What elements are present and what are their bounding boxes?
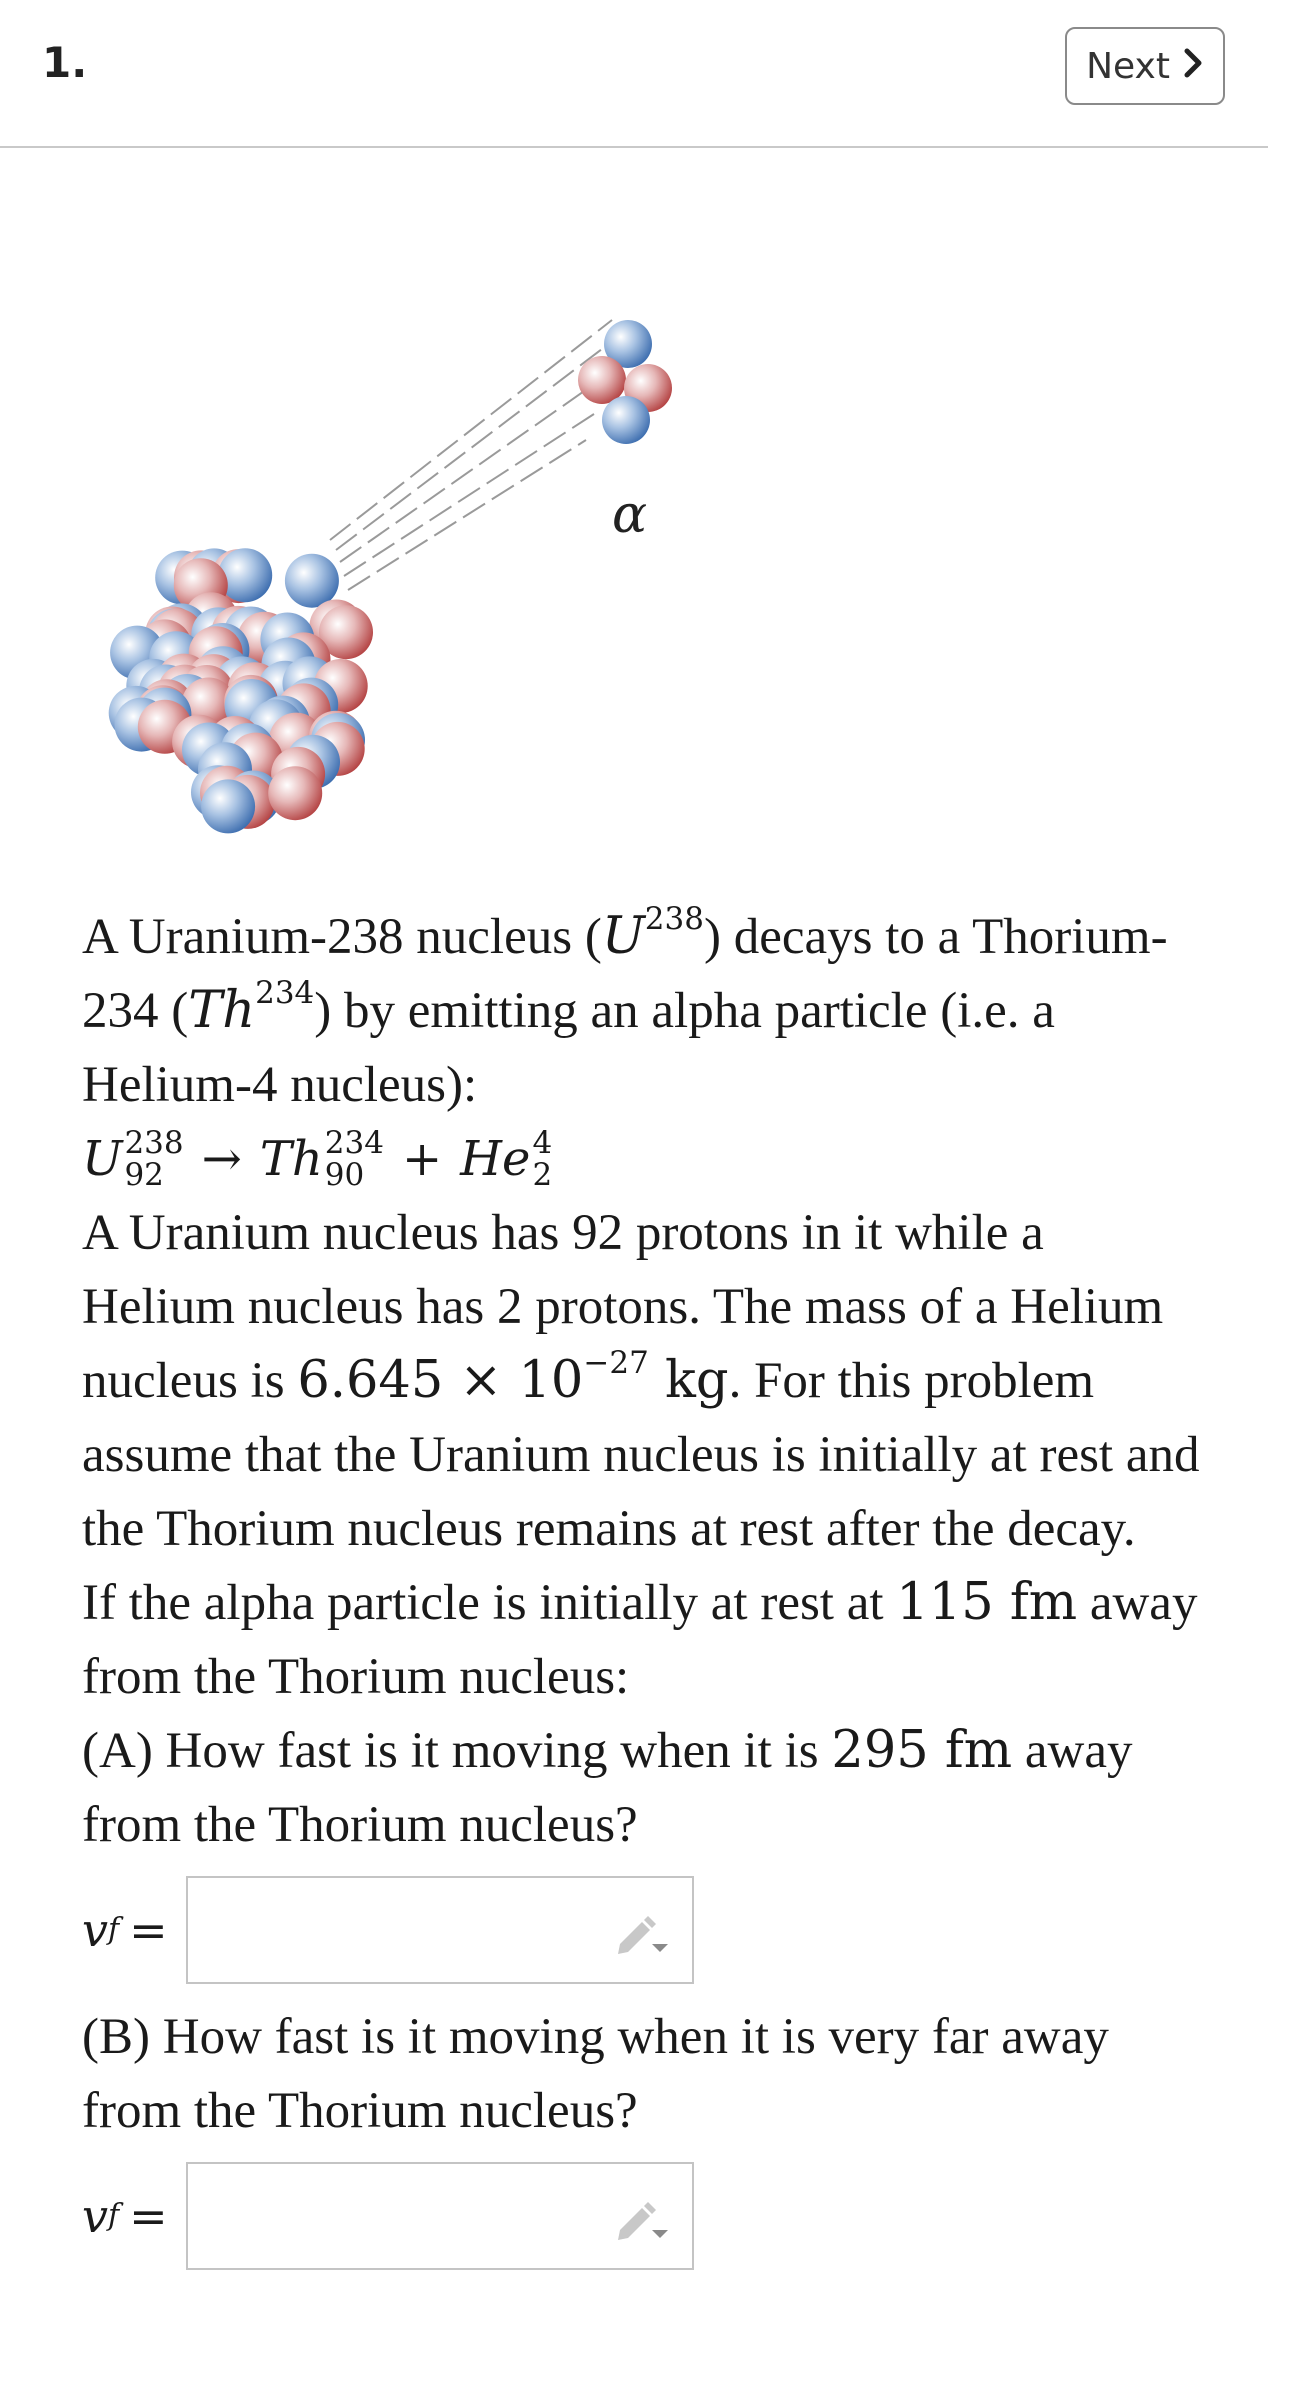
nucleus-cluster — [109, 548, 373, 833]
decay-equation: U 238 92 → Th 234 90 + He 4 2 — [82, 1125, 553, 1193]
next-button[interactable] — [1065, 27, 1225, 105]
given-paragraph: A Uranium nucleus has 92 protons in it while a Helium nucleus has 2 protons. The mass of a Helium nucleus is $6.645 \times 10^{-27}$ kg. For this problem assume that the Uranium nucleus is initially at rest and the Thorium nucleus remains at rest after the decay. — [82, 1205, 1200, 1557]
intro-paragraph: A Uranium-238 nucleus $(U^{238})$ decays to a Thorium-234 (Th$^{234}$) by emitting an alpha particle (i.e. a Helium-4 nucleus): — [82, 901, 1168, 1113]
part-a-answer-input[interactable] — [186, 1876, 694, 1984]
proton-sphere — [268, 766, 322, 820]
part-a-question: (A) How fast is it moving when it is 295 fm away from the Thorium nucleus? — [82, 1721, 1133, 1853]
problem-text — [82, 900, 1202, 2286]
part-b-answer-input[interactable] — [186, 2162, 694, 2270]
nucleus-diagram — [100, 300, 700, 880]
part-b-question: (B) How fast is it moving when it is very far away from the Thorium nucleus? — [82, 2009, 1109, 2139]
chevron-right-icon — [1182, 46, 1204, 87]
header-divider — [0, 146, 1268, 148]
alpha-label: α — [612, 485, 648, 545]
alpha-decay-illustration — [100, 300, 700, 880]
part-a-answer-row — [82, 1874, 1202, 1986]
part-b-variable: v f = — [82, 2189, 168, 2243]
motion-lines — [330, 320, 612, 590]
neutron-sphere — [285, 554, 339, 608]
alpha-particle — [578, 320, 672, 444]
neutron-sphere — [201, 779, 255, 833]
part-b-answer-row — [82, 2160, 1202, 2272]
condition-paragraph: If the alpha particle is initially at rest at 115 fm away from the Thorium nucleus: — [82, 1573, 1198, 1705]
part-a-variable: v f = — [82, 1903, 168, 1957]
neutron-sphere — [218, 548, 272, 602]
pencil-dropdown-icon[interactable] — [614, 2196, 670, 2242]
question-number: 1. — [42, 38, 88, 87]
pencil-dropdown-icon[interactable] — [614, 1910, 670, 1956]
next-button-label: Next — [1086, 45, 1170, 87]
